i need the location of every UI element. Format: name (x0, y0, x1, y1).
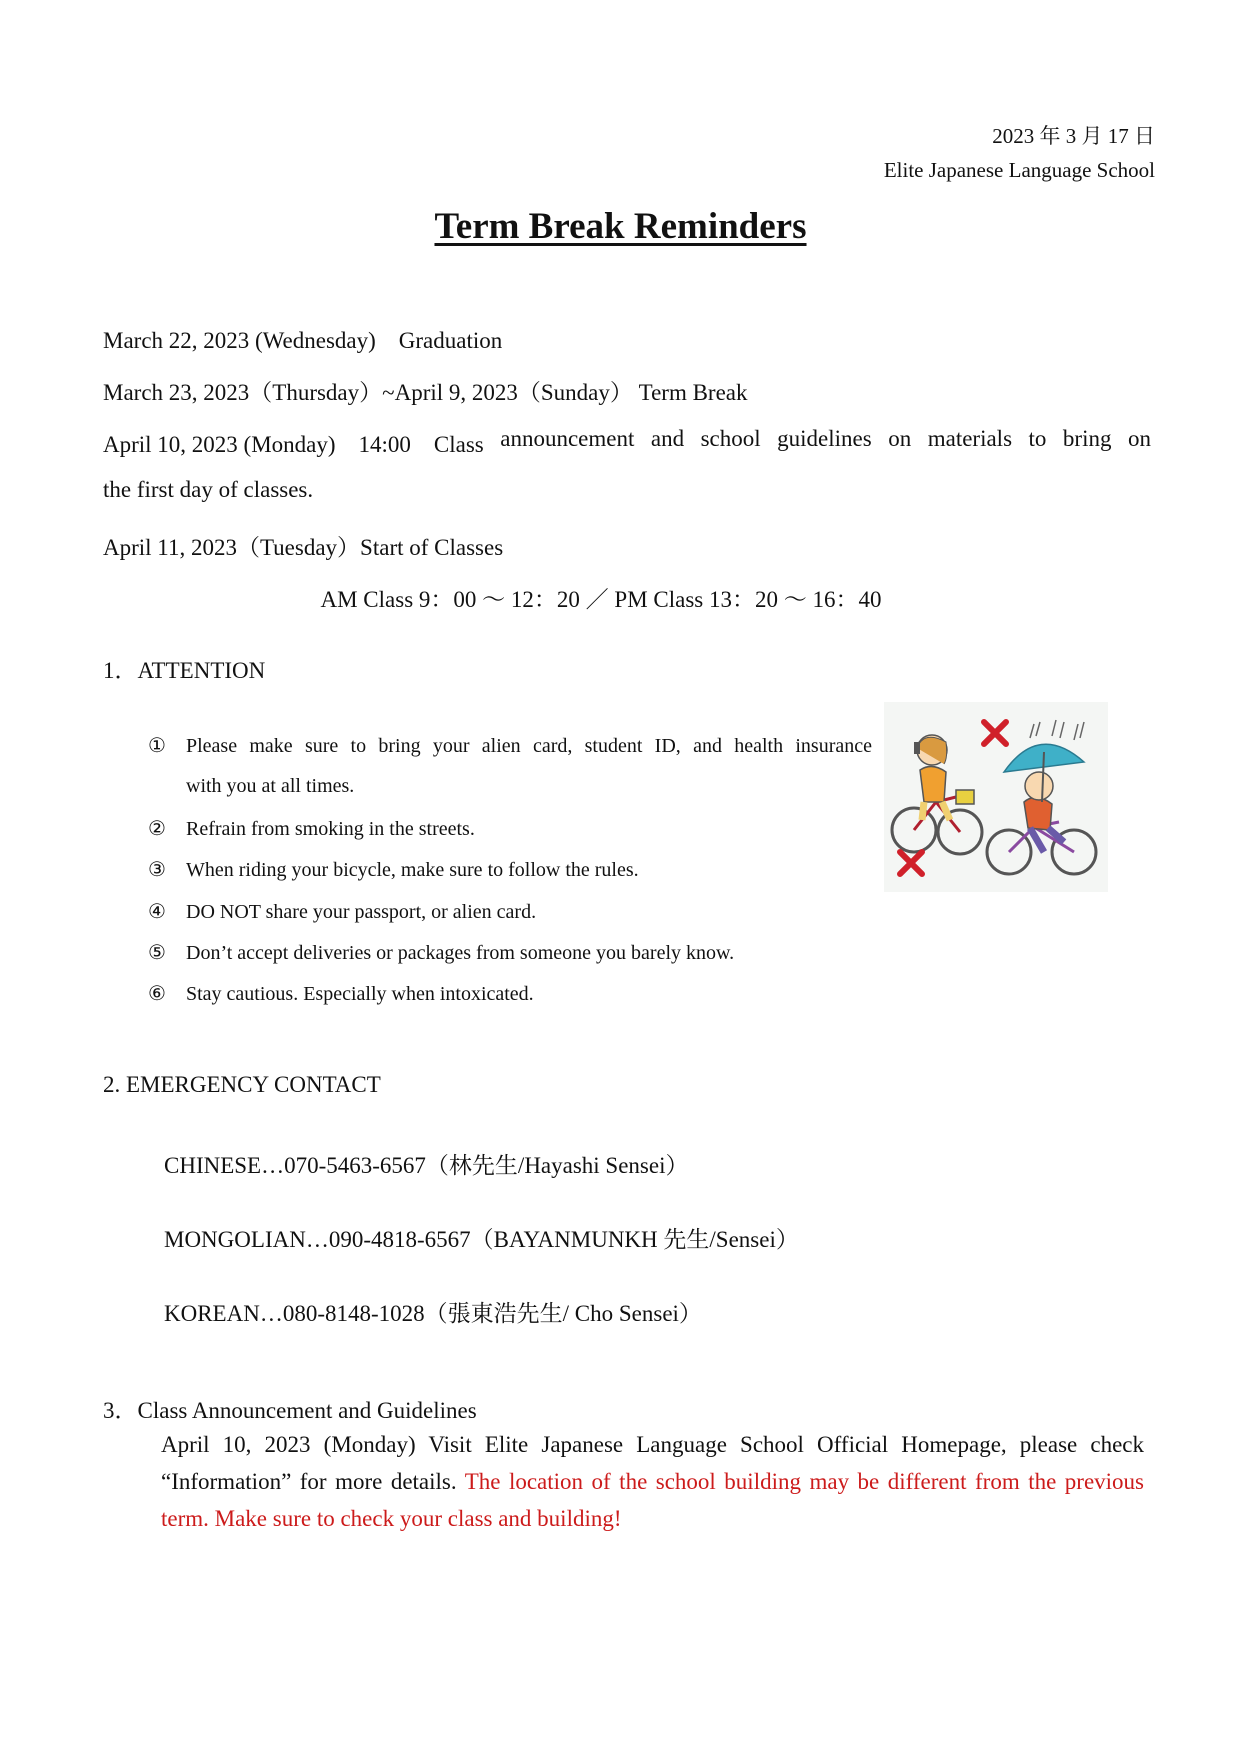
attention-item (148, 940, 734, 965)
attention-item (148, 981, 534, 1006)
attention-item (148, 899, 536, 924)
item-text: Refrain from smoking in the streets. (186, 818, 475, 840)
attention-item (148, 733, 874, 758)
schedule-announcement-word: announcement (500, 426, 635, 451)
emergency-heading: 2. EMERGENCY CONTACT (103, 1072, 381, 1097)
guidelines-text: April 10, 2023 (Monday) Visit Elite Japanese Language School Official Homepage, please check “Information” for more details. (161, 1432, 1144, 1494)
schedule-class-announcement (103, 426, 1151, 459)
schedule-announcement-word: guidelines (777, 426, 872, 451)
item-number: ② (148, 818, 166, 840)
schedule-announcement-start: April 10, 2023 (Monday) 14:00 Class (103, 432, 484, 457)
item-text: Please make sure to bring your alien card, student ID, and health insurance (186, 735, 872, 757)
guidelines-warning: The location of the school building may be different from the previous term. Make sure to check your class and building! (161, 1469, 1145, 1531)
item-text: Stay cautious. Especially when intoxicated. (186, 983, 534, 1005)
schedule-graduation: March 22, 2023 (Wednesday) Graduation (103, 328, 503, 353)
contact-mongolian: MONGOLIAN…090-4818-6567（BAYANMUNKH 先生/Sensei） (164, 1227, 799, 1252)
item-number: ④ (148, 901, 166, 923)
schedule-announcement-word: school (700, 426, 761, 451)
item-number: ① (148, 735, 166, 757)
item-text: DO NOT share your passport, or alien card. (186, 901, 537, 923)
schedule-announcement-word: to (1028, 426, 1047, 451)
schedule-announcement-word: on (888, 426, 912, 451)
page-title: Term Break Reminders (434, 206, 807, 247)
attention-heading: 1．ATTENTION (103, 658, 266, 683)
attention-item (148, 857, 639, 882)
contact-korean: KOREAN…080-8148-1028（張東浩先生/ Cho Sensei） (164, 1301, 702, 1326)
item-number: ⑥ (148, 983, 166, 1005)
schedule-announcement-word: bring (1062, 426, 1112, 451)
schedule-announcement-word: on (1127, 426, 1151, 451)
item-number: ⑤ (148, 942, 166, 964)
item-number: ③ (148, 859, 166, 881)
guidelines-paragraph (161, 1426, 1144, 1537)
item-text-continued: with you at all times. (186, 775, 355, 797)
schedule-start-of-classes: April 11, 2023（Tuesday）Start of Classes (103, 535, 504, 560)
contact-chinese: CHINESE…070-5463-6567（林先生/Hayashi Sensei） (164, 1153, 689, 1178)
schedule-announcement-continued: the first day of classes. (103, 477, 314, 502)
document-date: 2023 年 3 月 17 日 (992, 124, 1155, 148)
item-text: When riding your bicycle, make sure to follow the rules. (186, 859, 639, 881)
schedule-announcement-word: and (650, 426, 685, 451)
guidelines-heading: 3．Class Announcement and Guidelines (103, 1398, 477, 1423)
attention-item (148, 816, 475, 841)
schedule-term-break: March 23, 2023（Thursday）~April 9, 2023（Sunday） Term Break (103, 380, 748, 405)
school-name: Elite Japanese Language School (883, 158, 1155, 182)
schedule-announcement-word: materials (927, 426, 1013, 451)
item-text: Don’t accept deliveries or packages from someone you barely know. (186, 942, 735, 964)
class-times: AM Class 9：00 ～ 12：20 ／ PM Class 13：20 ～ 16：40 (320, 587, 882, 612)
bicycle-rules-illustration (884, 702, 1108, 892)
